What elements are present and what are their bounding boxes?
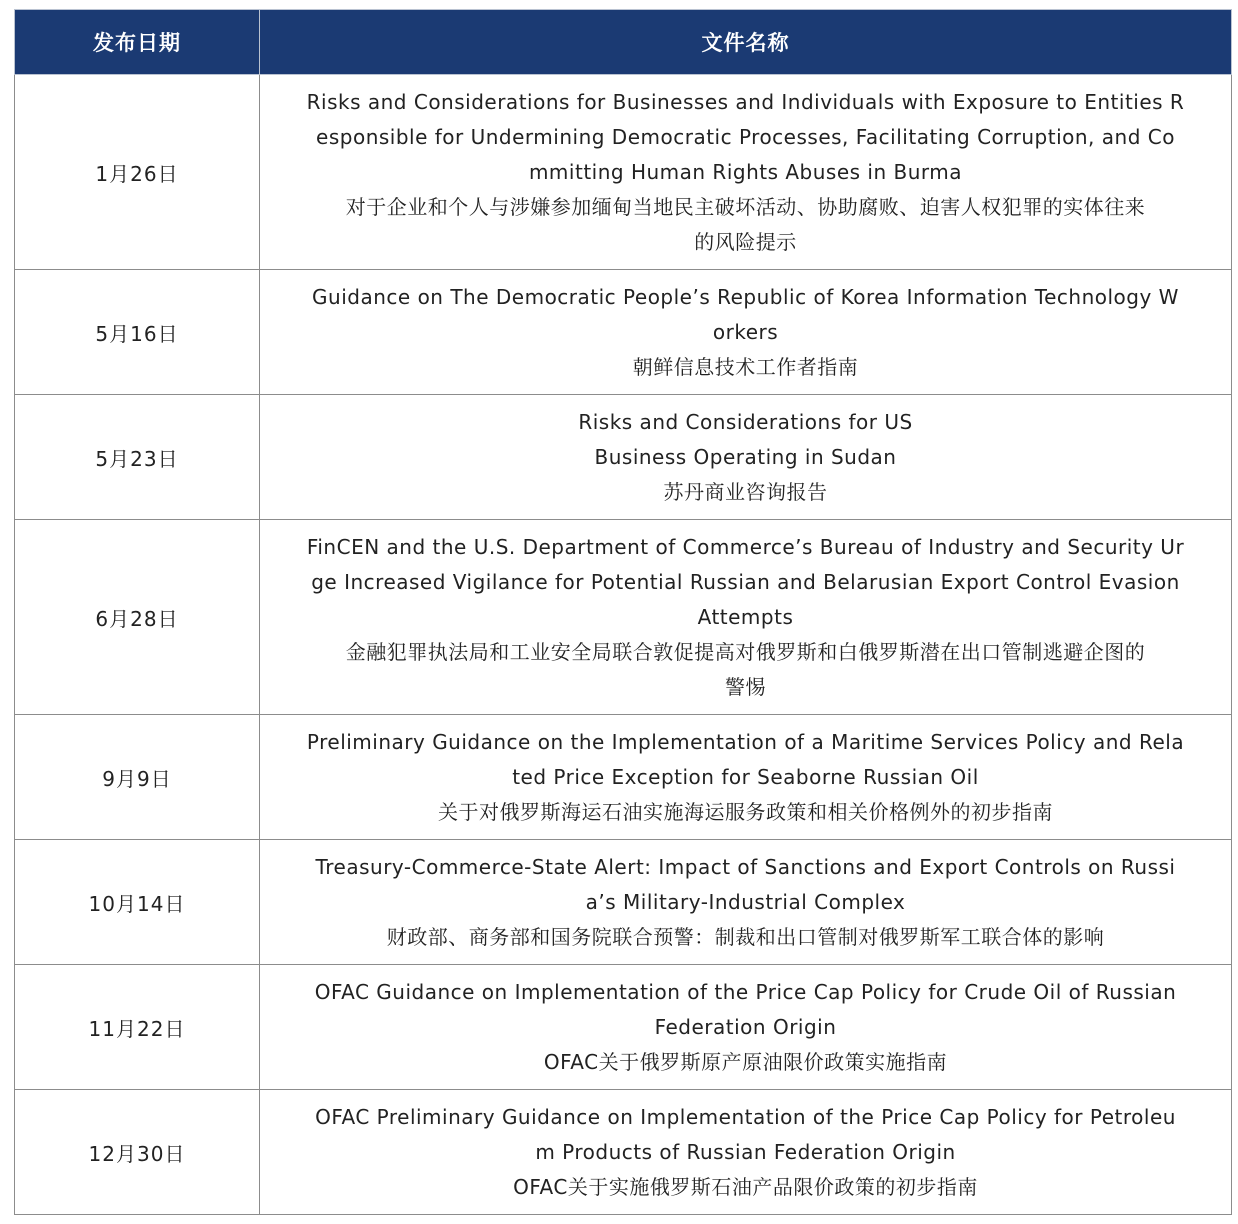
document-name-line: 对于企业和个人与涉嫌参加缅甸当地民主破坏活动、协助腐败、迫害人权犯罪的实体往来: [345, 194, 1146, 219]
document-name-cell: [260, 965, 1232, 1090]
release-date-cell: 5月23日: [15, 395, 260, 520]
table-row: [15, 715, 1232, 840]
document-name-cell: [260, 395, 1232, 520]
document-name-line: 警惕: [725, 674, 766, 699]
document-name-cell: [260, 75, 1232, 270]
document-name-line: 财政部、商务部和国务院联合预警：制裁和出口管制对俄罗斯军工联合体的影响: [386, 924, 1105, 949]
document-name-line: FinCEN and the U.S. Department of Commerce’s Bureau of Industry and Security Ur: [306, 534, 1185, 559]
document-name-line: OFAC关于实施俄罗斯石油产品限价政策的初步指南: [513, 1174, 978, 1199]
document-name-line: a’s Military-Industrial Complex: [585, 889, 906, 914]
document-name-line: Risks and Considerations for US: [578, 409, 913, 434]
document-name-line: 苏丹商业咨询报告: [663, 479, 828, 504]
document-name-line: ted Price Exception for Seaborne Russian Oil: [512, 764, 979, 789]
document-name-cell: [260, 840, 1232, 965]
table-row: [15, 965, 1232, 1090]
document-name-line: orkers: [712, 319, 779, 344]
document-name-cell: [260, 520, 1232, 715]
header-date: 发布日期: [15, 10, 260, 75]
release-date-cell: 9月9日: [15, 715, 260, 840]
table-row: [15, 75, 1232, 270]
table-row: [15, 395, 1232, 520]
document-name-line: ge Increased Vigilance for Potential Russian and Belarusian Export Control Evasion: [311, 569, 1180, 594]
document-name-line: 关于对俄罗斯海运石油实施海运服务政策和相关价格例外的初步指南: [438, 799, 1053, 824]
document-name-line: 朝鲜信息技术工作者指南: [632, 354, 859, 379]
release-date-cell: 10月14日: [15, 840, 260, 965]
table-row: [15, 840, 1232, 965]
release-date-cell: 11月22日: [15, 965, 260, 1090]
release-date-cell: 12月30日: [15, 1090, 260, 1215]
release-date-cell: 1月26日: [15, 75, 260, 270]
table-row: [15, 520, 1232, 715]
document-name-line: Preliminary Guidance on the Implementation of a Maritime Services Policy and Rela: [306, 729, 1185, 754]
document-name-line: Attempts: [697, 604, 794, 629]
document-name-line: Business Operating in Sudan: [594, 444, 897, 469]
document-name-line: 金融犯罪执法局和工业安全局联合敦促提高对俄罗斯和白俄罗斯潜在出口管制逃避企图的: [345, 639, 1146, 664]
table-row: [15, 1090, 1232, 1215]
document-name-line: esponsible for Undermining Democratic Processes, Facilitating Corruption, and Co: [316, 124, 1175, 149]
release-date-cell: 6月28日: [15, 520, 260, 715]
document-name-line: OFAC Preliminary Guidance on Implementation of the Price Cap Policy for Petroleu: [315, 1104, 1176, 1129]
release-date-cell: 5月16日: [15, 270, 260, 395]
document-name-line: m Products of Russian Federation Origin: [535, 1139, 956, 1164]
document-name-line: mmitting Human Rights Abuses in Burma: [528, 159, 963, 184]
document-name-cell: [260, 270, 1232, 395]
document-name-cell: [260, 715, 1232, 840]
document-name-line: 的风险提示: [694, 229, 797, 254]
document-name-line: Treasury-Commerce-State Alert: Impact of Sanctions and Export Controls on Russi: [315, 854, 1176, 879]
document-name-line: Risks and Considerations for Businesses and Individuals with Exposure to Entities R: [306, 89, 1185, 114]
document-name-line: Federation Origin: [654, 1014, 837, 1039]
table-row: [15, 270, 1232, 395]
document-name-line: Guidance on The Democratic People’s Republic of Korea Information Technology W: [312, 284, 1179, 309]
table-header-row: [15, 10, 1232, 75]
document-name-line: OFAC Guidance on Implementation of the Price Cap Policy for Crude Oil of Russian: [314, 979, 1177, 1004]
document-table-container: [14, 9, 1231, 1215]
document-name-line: OFAC关于俄罗斯原产原油限价政策实施指南: [543, 1049, 948, 1074]
header-document: 文件名称: [260, 10, 1232, 75]
document-table: [14, 9, 1232, 1215]
document-name-cell: [260, 1090, 1232, 1215]
